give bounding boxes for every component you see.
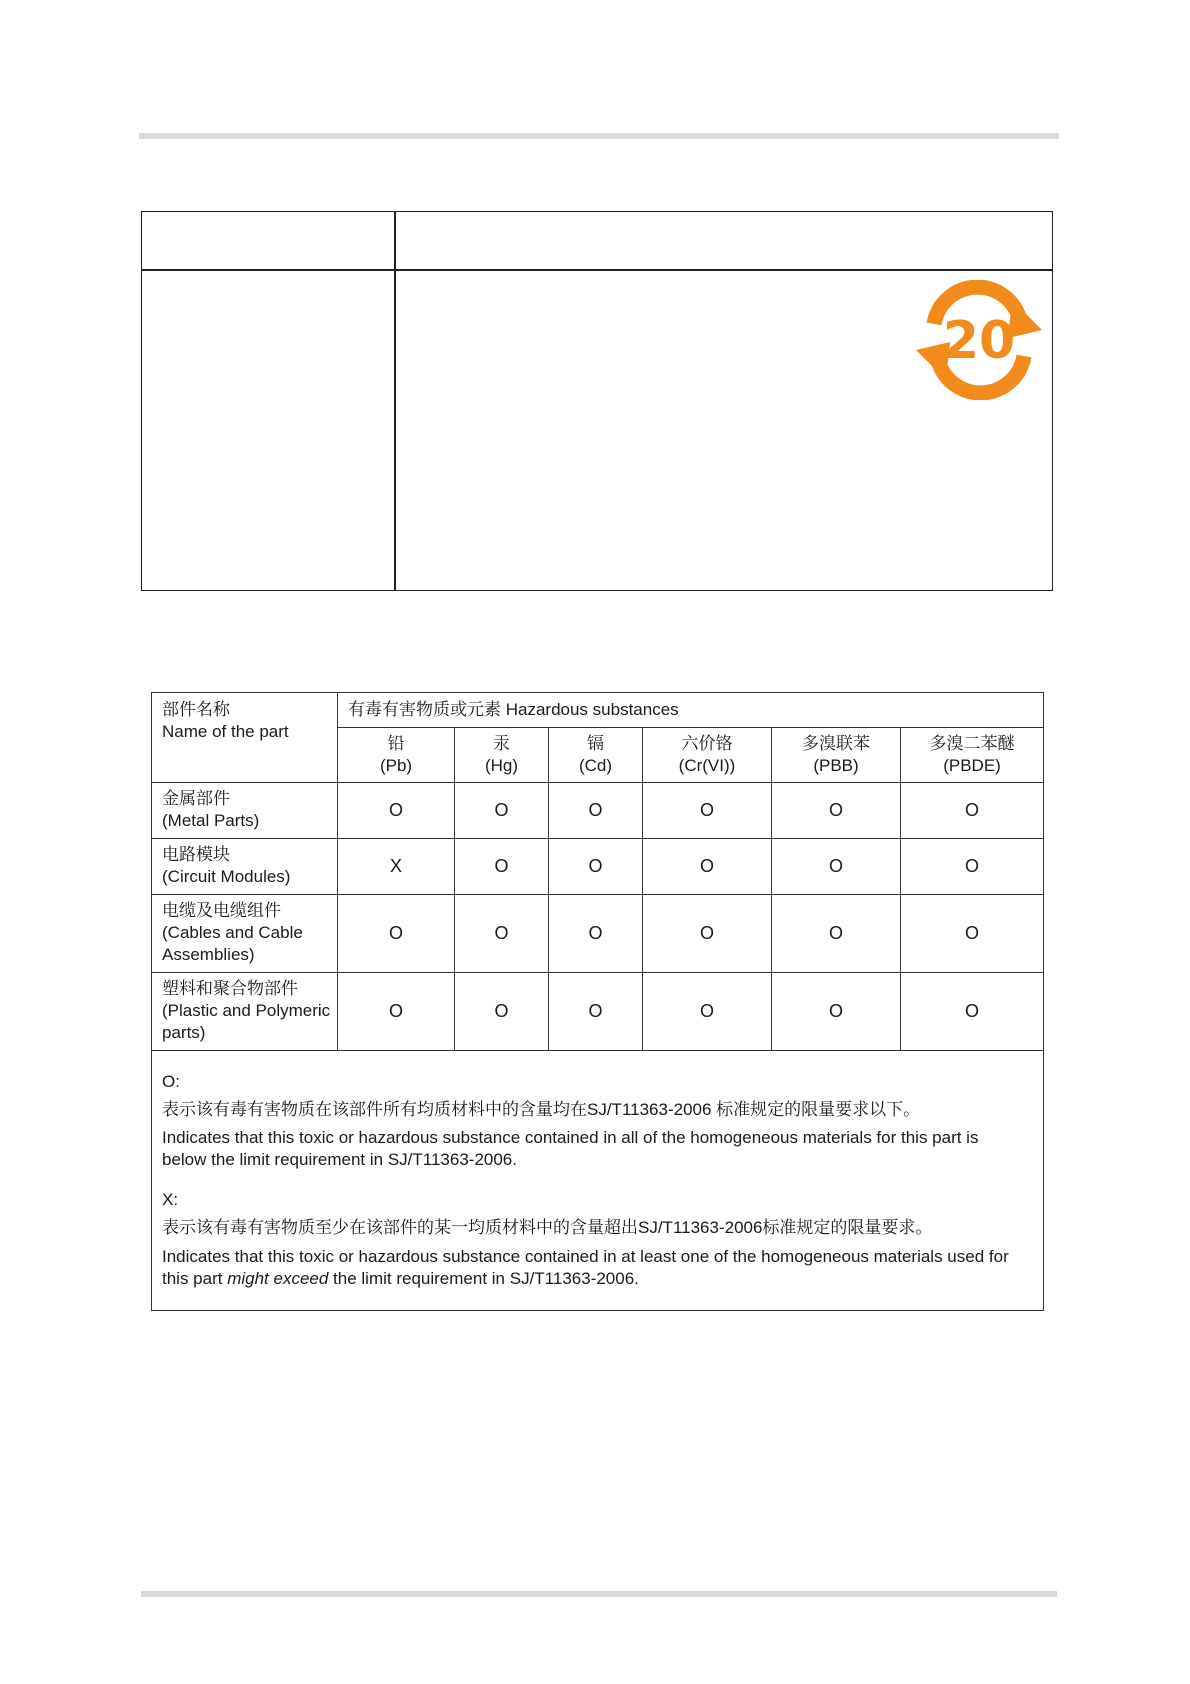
- table-row: [152, 839, 1044, 895]
- row-label-zh: 电路模块: [162, 845, 230, 864]
- substance-zh: 铅: [387, 733, 405, 753]
- table-cell: O: [772, 895, 901, 973]
- table-cell: O: [643, 973, 772, 1051]
- note-o-en: Indicates that this toxic or hazardous substance contained in all of the homogeneous materials for this part is below the limit requirement in SJ/T11363-2006.: [162, 1128, 979, 1170]
- table-cell: O: [338, 783, 455, 839]
- row-label-zh: 金属部件: [162, 789, 230, 808]
- table-cell: O: [455, 839, 549, 895]
- logo-number: 20: [942, 311, 1016, 371]
- substance-en: (Cr(VI)): [678, 756, 736, 775]
- table-cell: O: [772, 783, 901, 839]
- row-label-en: (Cables and Cable Assemblies): [162, 923, 303, 965]
- table-row: [152, 895, 1044, 973]
- table-cell: O: [338, 973, 455, 1051]
- row-label-plastic: [152, 973, 338, 1051]
- row-label-en: (Plastic and Polymeric parts): [162, 1001, 331, 1043]
- hazardous-substances-header: 有毒有害物质或元素 Hazardous substances: [338, 693, 1044, 728]
- note-o-zh: 表示该有毒有害物质在该部件所有均质材料中的含量均在SJ/T11363-2006 标准规定的限量要求以下。: [162, 1100, 921, 1120]
- substance-en: (Hg): [484, 756, 519, 775]
- part-name-header-zh: 部件名称: [162, 700, 230, 719]
- row-label-en: (Metal Parts): [162, 811, 260, 831]
- note-x-en-before: Indicates that this toxic or hazardous substance contained in at least one of the homogeneous materials used for this part: [162, 1246, 1009, 1288]
- table-cell: O: [772, 839, 901, 895]
- table-row: [152, 973, 1044, 1051]
- substance-header-hg: [455, 728, 549, 783]
- footer-rule: [141, 1591, 1057, 1597]
- part-name-header: [152, 693, 338, 783]
- substance-en: (Cd): [578, 756, 613, 775]
- table-cell: O: [901, 783, 1044, 839]
- table-cell: O: [455, 895, 549, 973]
- table-cell: O: [772, 973, 901, 1051]
- part-name-header-en: Name of the part: [162, 722, 289, 742]
- substance-en: (Pb): [379, 756, 413, 775]
- substance-en: (PBB): [813, 756, 859, 775]
- row-label-zh: 塑料和聚合物部件: [162, 979, 298, 998]
- substance-header-cd: [549, 728, 643, 783]
- row-label-circuit-modules: [152, 839, 338, 895]
- row-label-en: (Circuit Modules): [162, 867, 291, 887]
- table-row: [152, 783, 1044, 839]
- table-cell: O: [901, 839, 1044, 895]
- note-o-symbol: O:: [162, 1072, 180, 1091]
- row-label-cables: [152, 895, 338, 973]
- note-o: [162, 1071, 1025, 1171]
- table-cell: O: [643, 839, 772, 895]
- substance-header-cr6: [643, 728, 772, 783]
- table-cell: O: [455, 783, 549, 839]
- note-x-symbol: X:: [162, 1190, 179, 1210]
- hazardous-substances-table: [151, 692, 1044, 1311]
- table-cell: O: [549, 783, 643, 839]
- table-row-divider: [142, 269, 1052, 271]
- table-cell: O: [549, 839, 643, 895]
- table-cell: O: [901, 973, 1044, 1051]
- table-cell: O: [338, 895, 455, 973]
- note-x-en-after: the limit requirement in SJ/T11363-2006.: [328, 1268, 639, 1288]
- header-rule: [139, 133, 1059, 139]
- substance-zh: 六价铬: [681, 733, 733, 753]
- table-cell: O: [643, 895, 772, 973]
- note-x-en-emphasis: might exceed: [227, 1268, 329, 1288]
- note-x-en: [162, 1246, 1025, 1290]
- epup-20-year-logo: [912, 280, 1046, 400]
- note-x-zh: 表示该有毒有害物质至少在该部件的某一均质材料中的含量超出SJ/T11363-2006标准规定的限量要求。: [162, 1218, 933, 1238]
- substance-header-pbde: [901, 728, 1044, 783]
- blank-info-table: [141, 211, 1053, 591]
- substance-en: (PBDE): [943, 756, 1001, 775]
- substance-zh: 汞: [493, 733, 510, 753]
- substance-header-pbb: [772, 728, 901, 783]
- row-label-metal-parts: [152, 783, 338, 839]
- legend-notes: [152, 1051, 1044, 1311]
- table-cell: O: [455, 973, 549, 1051]
- substance-zh: 多溴联苯: [802, 733, 870, 753]
- table-cell: O: [901, 895, 1044, 973]
- substance-zh: 多溴二苯醚: [929, 733, 1015, 753]
- table-cell: O: [643, 783, 772, 839]
- note-x: [162, 1189, 1025, 1289]
- table-cell: O: [549, 895, 643, 973]
- table-cell: O: [549, 973, 643, 1051]
- table-cell: X: [338, 839, 455, 895]
- substance-zh: 镉: [587, 733, 604, 753]
- row-label-zh: 电缆及电缆组件: [162, 901, 281, 920]
- substance-header-pb: [338, 728, 455, 783]
